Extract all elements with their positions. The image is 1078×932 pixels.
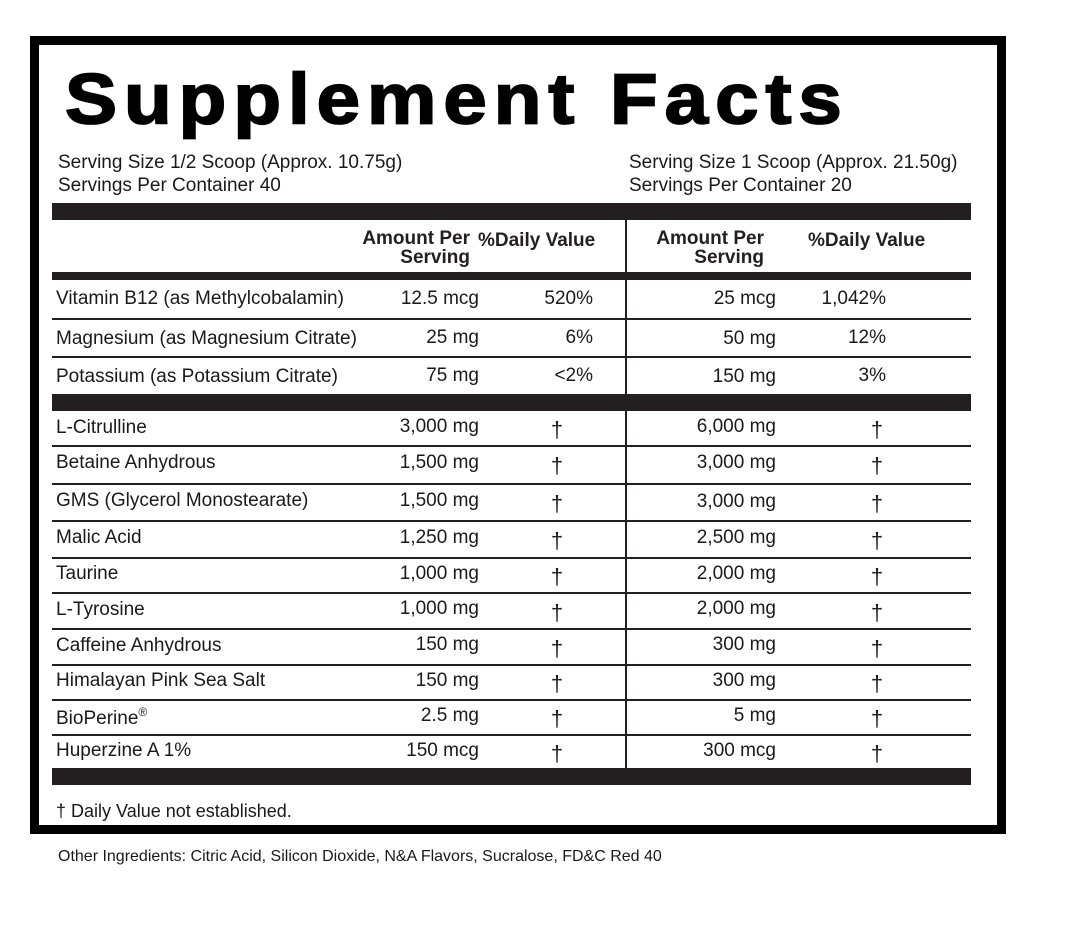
dv-full: 3% [858, 365, 886, 386]
servings-per-container-half: Servings Per Container 40 [58, 175, 281, 196]
serving-size-half: Serving Size 1/2 Scoop (Approx. 10.75g) [58, 152, 403, 173]
amount-full: 3,000 mg [696, 452, 776, 473]
amount-half: 150 mcg [406, 740, 479, 761]
amount-half: 75 mg [426, 365, 479, 386]
table-row [52, 594, 971, 630]
dagger-icon: † [870, 741, 884, 766]
label-title: Supplement Facts [65, 58, 849, 140]
amount-full: 150 mg [712, 366, 776, 387]
header-amount-full [656, 229, 764, 267]
dv-half: <2% [554, 365, 593, 386]
dagger-icon: † [550, 636, 564, 661]
dagger-icon: † [870, 671, 884, 696]
table-row [52, 320, 971, 358]
amount-half: 25 mg [426, 327, 479, 348]
dagger-icon: † [550, 600, 564, 625]
amount-half: 1,250 mg [399, 527, 479, 548]
amount-full: 5 mg [733, 705, 776, 726]
dv-full: 1,042% [821, 288, 886, 309]
amount-full: 300 mcg [703, 740, 776, 761]
dv-half: 6% [565, 327, 593, 348]
amount-half: 150 mg [415, 670, 479, 691]
amount-full: 50 mg [723, 328, 776, 349]
amount-half: 1,000 mg [399, 563, 479, 584]
amount-half: 3,000 mg [399, 416, 479, 437]
amount-full: 300 mg [712, 670, 776, 691]
dagger-icon: † [870, 453, 884, 478]
header-daily-value-half: %Daily Value [478, 230, 596, 251]
dagger-icon: † [550, 528, 564, 553]
amount-full: 6,000 mg [696, 416, 776, 437]
other-ingredients: Other Ingredients: Citric Acid, Silicon Dioxide, N&A Flavors, Sucralose, FD&C Red 40 [58, 848, 662, 865]
amount-full: 2,000 mg [696, 598, 776, 619]
table-row [52, 701, 971, 736]
nutrient-name: Potassium (as Potassium Citrate) [56, 366, 338, 387]
dagger-icon: † [870, 636, 884, 661]
header-amount-line1: Amount Per [656, 228, 764, 249]
divider-bar-top [52, 203, 971, 220]
amount-full: 2,000 mg [696, 563, 776, 584]
amount-half: 1,500 mg [399, 452, 479, 473]
dagger-icon: † [550, 564, 564, 589]
header-amount-line2: Serving [400, 247, 470, 268]
ingredient-name: GMS (Glycerol Monostearate) [56, 490, 309, 511]
divider-bar-header [52, 272, 971, 280]
amount-full: 2,500 mg [696, 527, 776, 548]
amount-half: 1,500 mg [399, 490, 479, 511]
header-amount-line2: Serving [694, 247, 764, 268]
supplement-facts-panel [30, 36, 1006, 834]
table-row [52, 630, 971, 666]
registered-mark-icon: ® [138, 705, 148, 719]
dagger-icon: † [550, 453, 564, 478]
dagger-icon: † [870, 491, 884, 516]
dagger-icon: † [870, 706, 884, 731]
header-amount-line1: Amount Per [362, 228, 470, 249]
dagger-icon: † [550, 706, 564, 731]
dagger-icon: † [550, 417, 564, 442]
ingredient-name-text: BioPerine [56, 708, 139, 729]
amount-half: 2.5 mg [420, 705, 479, 726]
amount-full: 300 mg [712, 634, 776, 655]
dagger-icon: † [870, 417, 884, 442]
serving-info-full-scoop [629, 151, 957, 197]
header-amount-half [362, 229, 470, 267]
ingredient-name [56, 705, 147, 730]
header-daily-value-full: %Daily Value [808, 230, 926, 251]
dagger-icon: † [550, 491, 564, 516]
dv-half: 520% [544, 288, 593, 309]
footnote: † Daily Value not established. [56, 801, 292, 821]
ingredient-name: Taurine [56, 563, 119, 584]
table-row [52, 358, 971, 394]
nutrient-name: Magnesium (as Magnesium Citrate) [56, 328, 357, 349]
ingredient-name: Malic Acid [56, 527, 142, 548]
amount-full: 25 mcg [713, 288, 776, 309]
ingredient-name: Huperzine A 1% [56, 740, 192, 761]
table-row [52, 411, 971, 447]
serving-info-half-scoop [58, 151, 402, 197]
table-row [52, 485, 971, 522]
dagger-icon: † [870, 528, 884, 553]
table-row [52, 522, 971, 559]
table-row [52, 559, 971, 594]
ingredient-name: Himalayan Pink Sea Salt [56, 670, 266, 691]
serving-size-full: Serving Size 1 Scoop (Approx. 21.50g) [629, 152, 958, 173]
dagger-icon: † [550, 741, 564, 766]
amount-half: 1,000 mg [399, 598, 479, 619]
dv-full: 12% [847, 327, 886, 348]
amount-half: 150 mg [415, 634, 479, 655]
table-row [52, 447, 971, 485]
divider-bar-middle [52, 394, 971, 411]
dagger-icon: † [550, 671, 564, 696]
table-row [52, 280, 971, 320]
ingredient-name: Betaine Anhydrous [56, 452, 216, 473]
nutrient-name: Vitamin B12 (as Methylcobalamin) [56, 288, 344, 309]
amount-full: 3,000 mg [696, 491, 776, 512]
divider-bar-bottom [52, 768, 971, 785]
ingredient-name: L-Citrulline [56, 417, 147, 438]
ingredient-name: L-Tyrosine [56, 599, 145, 620]
dagger-icon: † [870, 600, 884, 625]
ingredient-name: Caffeine Anhydrous [56, 635, 222, 656]
amount-half: 12.5 mcg [400, 288, 479, 309]
table-row [52, 666, 971, 701]
dagger-icon: † [870, 564, 884, 589]
servings-per-container-full: Servings Per Container 20 [629, 175, 852, 196]
